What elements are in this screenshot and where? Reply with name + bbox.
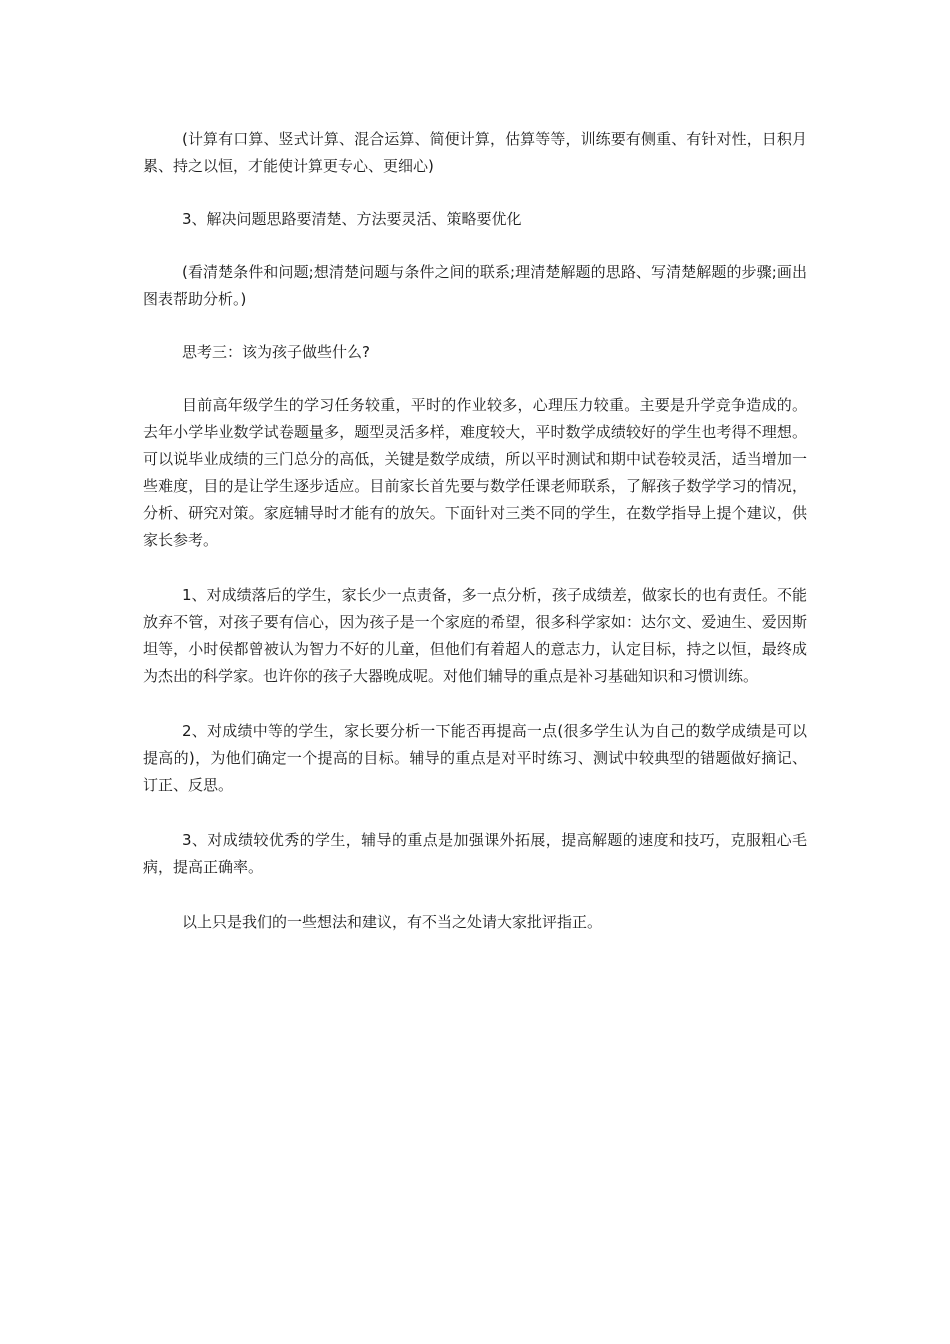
paragraph-advice-excellent-students: 3、对成绩较优秀的学生，辅导的重点是加强课外拓展，提高解题的速度和技巧，克服粗心毛病，提高正确率。 [143, 831, 807, 876]
paragraph-advice-average-students: 2、对成绩中等的学生，家长要分析一下能否再提高一点(很多学生认为自己的数学成绩是可以提高的)，为他们确定一个提高的目标。辅导的重点是对平时练习、测试中较典型的错题做好摘记、订正、反思。 [143, 722, 807, 794]
paragraph-problem-solving-note: (看清楚条件和问题;想清楚问题与条件之间的联系;理清楚解题的思路、写清楚解题的步骤;画出图表帮助分析。) [143, 263, 807, 308]
paragraph-current-situation: 目前高年级学生的学习任务较重，平时的作业较多，心理压力较重。主要是升学竞争造成的。去年小学毕业数学试卷题量多，题型灵活多样，难度较大，平时数学成绩较好的学生也考得不理想。可以说毕业成绩的三门总分的高低，关键是数学成绩，所以平时测试和期中试卷较灵活，适当增加一些难度，目的是让学生逐步适应。目前家长首先要与数学任课老师联系，了解孩子数学学习的情况，分析、研究对策。家庭辅导时才能有的放矢。下面针对三类不同的学生，在数学指导上提个建议，供家长参考。 [143, 396, 807, 549]
paragraph-problem-solving-heading: 3、解决问题思路要清楚、方法要灵活、策略要优化 [182, 210, 522, 228]
paragraph-closing: 以上只是我们的一些想法和建议，有不当之处请大家批评指正。 [182, 913, 603, 931]
paragraph-section-three-heading: 思考三：该为孩子做些什么? [182, 343, 370, 361]
document-body [143, 126, 807, 936]
paragraph-advice-lagging-students: 1、对成绩落后的学生，家长少一点责备，多一点分析，孩子成绩差，做家长的也有责任。不能放弃不管，对孩子要有信心，因为孩子是一个家庭的希望，很多科学家如：达尔文、爱迪生、爱因斯坦等，小时侯都曾被认为智力不好的儿童，但他们有着超人的意志力，认定目标，持之以恒，最终成为杰出的科学家。也许你的孩子大器晚成呢。对他们辅导的重点是补习基础知识和习惯训练。 [143, 586, 807, 685]
paragraph-calculation-note: (计算有口算、竖式计算、混合运算、简便计算，估算等等，训练要有侧重、有针对性，日积月累、持之以恒，才能使计算更专心、更细心) [143, 130, 807, 175]
